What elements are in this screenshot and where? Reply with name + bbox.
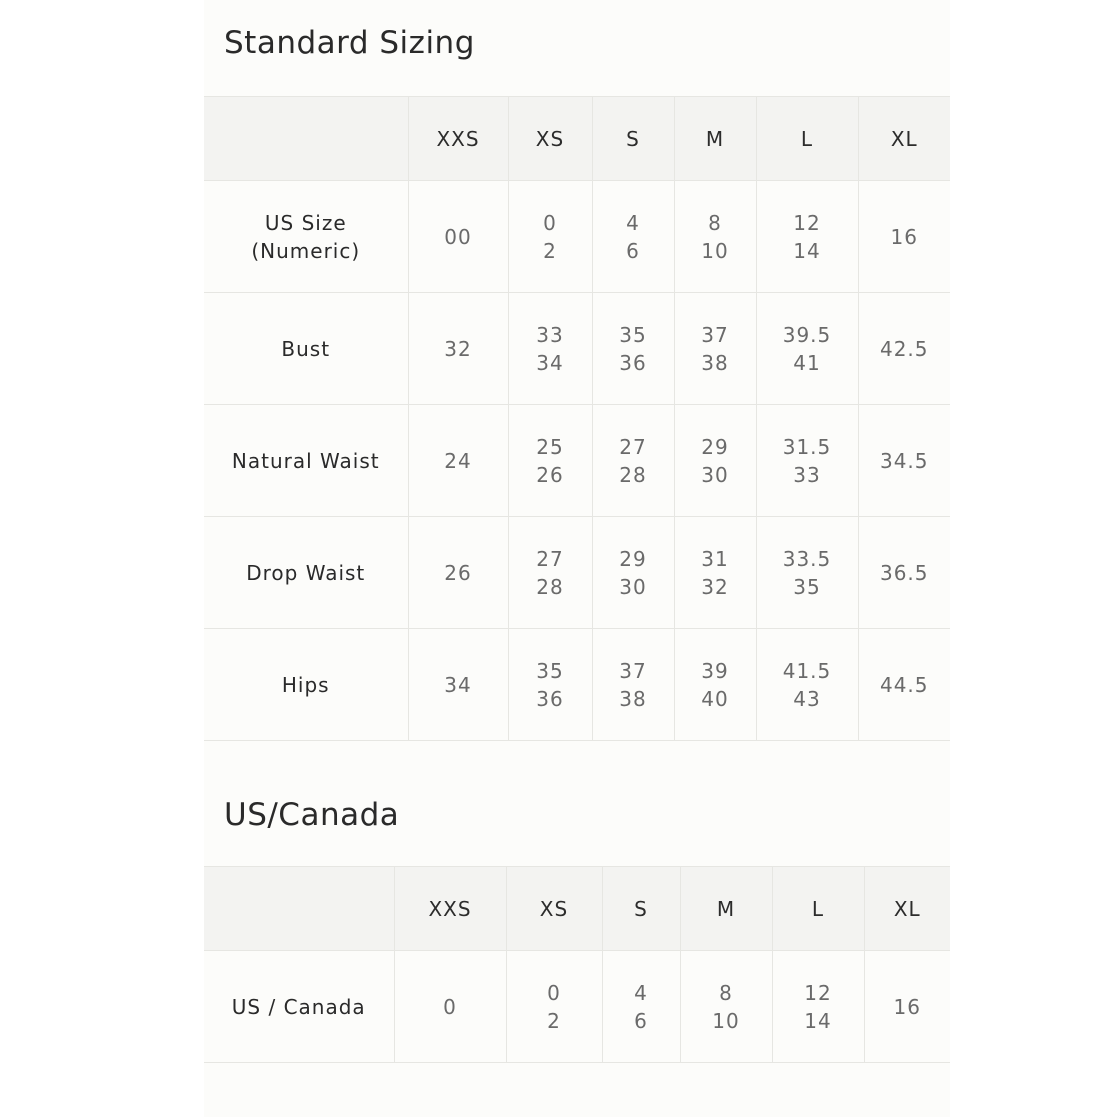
column-header-xs: XS (508, 97, 592, 181)
column-header-l: L (756, 97, 858, 181)
column-header-s: S (602, 867, 680, 951)
table-row (204, 629, 950, 741)
size-value: 34.5 (858, 405, 950, 517)
size-value: 31 32 (674, 517, 756, 629)
column-header-l: L (772, 867, 864, 951)
size-value: 27 28 (508, 517, 592, 629)
size-value: 27 28 (592, 405, 674, 517)
size-value: 0 2 (506, 951, 602, 1063)
table-row (204, 951, 950, 1063)
standard-sizing-title: Standard Sizing (224, 25, 475, 61)
row-label: Bust (204, 293, 408, 405)
size-value: 32 (408, 293, 508, 405)
column-header-s: S (592, 97, 674, 181)
size-value: 37 38 (674, 293, 756, 405)
size-value: 26 (408, 517, 508, 629)
row-label: Natural Waist (204, 405, 408, 517)
column-header-xl: XL (864, 867, 950, 951)
size-value: 37 38 (592, 629, 674, 741)
size-value: 34 (408, 629, 508, 741)
size-value: 42.5 (858, 293, 950, 405)
size-value: 25 26 (508, 405, 592, 517)
column-header-xxs: XXS (394, 867, 506, 951)
size-value: 4 6 (602, 951, 680, 1063)
size-value: 4 6 (592, 181, 674, 293)
size-value: 29 30 (674, 405, 756, 517)
column-header-xl: XL (858, 97, 950, 181)
table-row (204, 517, 950, 629)
size-value: 16 (864, 951, 950, 1063)
size-value: 0 2 (508, 181, 592, 293)
size-value: 8 10 (674, 181, 756, 293)
size-value: 12 14 (772, 951, 864, 1063)
size-value: 0 (394, 951, 506, 1063)
size-value: 31.5 33 (756, 405, 858, 517)
size-value: 00 (408, 181, 508, 293)
size-value: 12 14 (756, 181, 858, 293)
us-canada-table (204, 866, 950, 1063)
column-header-m: M (674, 97, 756, 181)
row-label: US Size (Numeric) (204, 181, 408, 293)
size-value: 8 10 (680, 951, 772, 1063)
row-label: Drop Waist (204, 517, 408, 629)
row-label: Hips (204, 629, 408, 741)
standard-sizing-table (204, 96, 950, 741)
size-chart-panel (204, 0, 950, 1117)
size-value: 24 (408, 405, 508, 517)
us-canada-title: US/Canada (224, 797, 400, 833)
us-canada-header-row (204, 867, 950, 951)
column-header-m: M (680, 867, 772, 951)
size-value: 44.5 (858, 629, 950, 741)
size-value: 36.5 (858, 517, 950, 629)
table-row (204, 181, 950, 293)
corner-cell (204, 867, 394, 951)
size-value: 16 (858, 181, 950, 293)
column-header-xs: XS (506, 867, 602, 951)
size-value: 39 40 (674, 629, 756, 741)
column-header-xxs: XXS (408, 97, 508, 181)
size-value: 39.5 41 (756, 293, 858, 405)
table-row (204, 293, 950, 405)
corner-cell (204, 97, 408, 181)
row-label: US / Canada (204, 951, 394, 1063)
size-value: 41.5 43 (756, 629, 858, 741)
size-value: 33 34 (508, 293, 592, 405)
size-value: 33.5 35 (756, 517, 858, 629)
standard-header-row (204, 97, 950, 181)
table-row (204, 405, 950, 517)
size-value: 29 30 (592, 517, 674, 629)
size-value: 35 36 (508, 629, 592, 741)
size-value: 35 36 (592, 293, 674, 405)
